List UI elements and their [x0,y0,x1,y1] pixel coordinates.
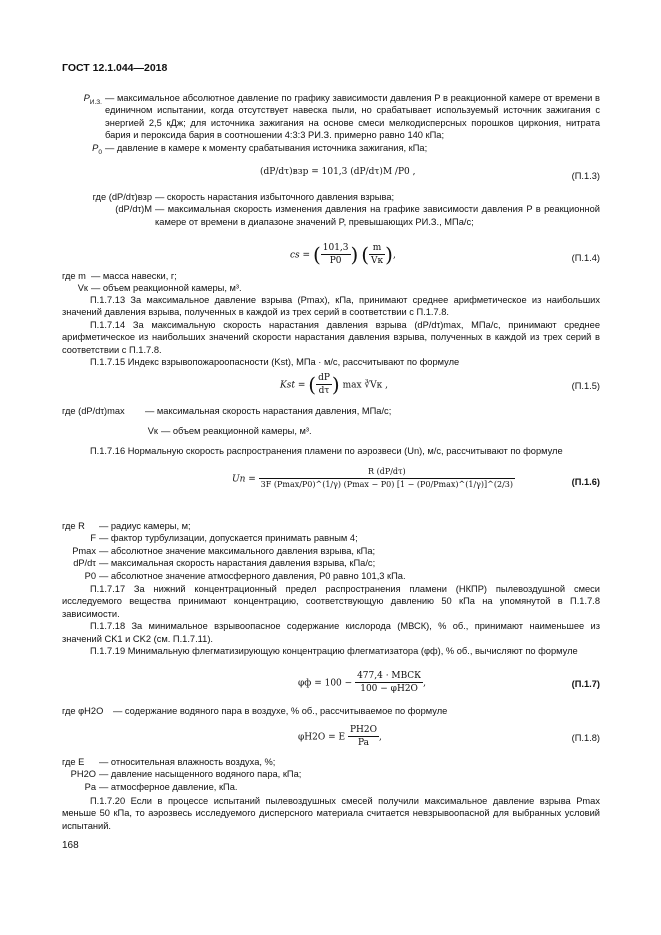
definition-text: — абсолютное значение атмосферного давления, P0 равно 101,3 кПа. [99,570,406,581]
formula-p13 [62,166,600,190]
term-symbol: где φH2O [62,706,104,716]
term-symbol: где (dP/dτ)max [62,406,125,416]
definition-item [62,781,600,793]
definitions-where-3 [62,405,600,438]
body-paragraphs-3 [62,583,600,657]
formula-p18: φH2O = E $\frac{PH2O}{Pa}$ , (П.1.8) [298,725,600,749]
paragraph-1-7-16: П.1.7.16 Нормальную скорость распространения пламени по аэрозвеси (Un), м/с, рассчитывают по формуле [90,446,563,456]
formula-p14: cs = ( $\frac{101,3}{P0}$ ) ( $\frac{m}{Vк}$ ), (П.1.4) [290,242,600,267]
paragraph-1-7-18: П.1.7.18 За минимальное взрывоопасное содержание кислорода (МВСК), % об., принимают наименьшее из значений CK1 и CK2 (см. П.1.7.11). [62,621,600,644]
term-symbol: Vк [147,426,158,437]
definition-item [62,768,600,780]
formula-lhs: φф = 100 − [298,678,353,689]
definition-item [62,425,600,437]
definitions-where-1 [62,191,600,228]
standard-header: ГОСТ 12.1.044—2018 [62,62,168,74]
term-symbol: где (dP/dτ)взр [92,192,152,202]
definition-item [62,191,600,203]
formula-number: (П.1.7) [571,679,600,689]
formula-number: (П.1.4) [571,253,600,263]
definition-item: $P_{И.З.}$ — максимальное абсолютное давление по графику зависимости давления P в реакционной камере от времени в единичном испытании, когда отсутствует навеска пыли, но срабатывает используемый источник зажигания с энергией 2,5 кДж; для источника зажигания на основе смеси мелкодисперсных порошков циркония, нитрата бария и пероксида бария в соотношении 4:3:3 PИ.З. примерно равно 140 кПа; [83,93,600,141]
term-symbol: Pa [84,781,96,792]
paragraph-1-7-14: П.1.7.14 За максимальную скорость нарастания давления взрыва (dP/dτ)max, МПа/с, принимают среднее арифметическое из наибольших значений скорости нарастания давления взрыва, полученных в каждой из трех серий в соответствии с П.1.7.8. [62,319,600,355]
definition-item [62,405,600,417]
term-symbol: dP/dτ [73,558,96,569]
definition-item [62,520,600,532]
body-paragraphs-1 [62,294,600,368]
formula-number: (П.1.6) [571,477,600,487]
formula-p16: Un = $\frac{R (dP/d\tau)}{3F (Pmax/P0)\^{}(1/\gamma) (Pmax - P0) [1 - (P0/Pmax)\^{}(1/\gamma)]\^{}(2/3)}$ (П.1.6) [232,467,600,490]
definition-text: — скорость нарастания избыточного давления взрыва; [155,192,395,202]
term-symbol: P0 [84,570,96,581]
definition-text: — радиус камеры, м; [99,521,191,531]
body-paragraphs-2 [62,445,600,457]
definitions-where-2 [62,270,600,295]
paragraph-1-7-19: П.1.7.19 Минимальную флегматизирующую концентрацию флегматизатора (φф), % об., вычисляют по формуле [90,646,578,657]
definition-text: — объем реакционной камеры, м³. [91,283,242,294]
formula-lhs: Un = [232,474,256,485]
formula-lhs: Kst = [280,380,306,391]
page-number: 168 [62,840,79,851]
definition-text: — максимальная скорость изменения давления на графике зависимости давления P в реакционной камере от времени в диапазоне значений P, превышающих PИ.З., МПа/с; [155,204,600,227]
definition-item [62,557,600,569]
paragraph-1-7-17: П.1.7.17 За нижний концентрационный предел распространения пламени (НКПР) пылевоздушной смеси исследуемого вещества принимают концентрацию, соответствующую давлению 50 кПа на упомянутой в П.1.7.8 зависимости. [62,584,600,619]
term-symbol: (dP/dτ)M [115,204,152,215]
body-paragraphs-4 [62,795,600,832]
definitions-where-6 [62,756,600,793]
definition-item [62,545,600,557]
paragraph-1-7-15: П.1.7.15 Индекс взрывопожароопасности (Kst), МПа · м/с, рассчитывают по формуле [90,357,460,368]
formula-lhs: cs = [290,250,311,261]
term-symbol: P [83,93,90,103]
term-symbol: P [92,142,99,153]
term-symbol: Vк [77,283,88,294]
term-symbol: F [90,533,96,544]
term-symbol: где m [62,271,86,281]
definition-text: — атмосферное давление, кПа. [99,781,238,792]
definition-text: — объем реакционной камеры, м³. [161,426,312,437]
definition-item [62,270,600,282]
formula-number: (П.1.5) [571,381,600,391]
definition-text: — относительная влажность воздуха, %; [99,757,276,767]
definition-item [62,282,600,294]
definition-text: — максимальное абсолютное давление по графику зависимости давления P в реакционной камере от времени в единичном испытании, когда отсутствует навеска пыли, но срабатывает используемый источник зажигания с энергией 2,5 кДж; для источника зажигания на основе смеси мелкодисперсных порошков циркония, нитрата бария и пероксида бария в соотношении 4:3:3 PИ.З. примерно равно 140 кПа; [105,93,600,141]
definition-item [62,532,600,544]
formula-p17: φф = 100 − $\frac{\text{477,4 · МВСК}}{100 - \varphi H2O}$ , (П.1.7) [298,671,600,695]
definition-item: $P_0$ — давление в камере к моменту срабатывания источника зажигания, кПа; [62,142,600,154]
term-symbol: Pmax [72,545,96,556]
definition-item [62,570,600,582]
definitions-where-4 [62,520,600,582]
definition-text: — давление в камере к моменту срабатывания источника зажигания, кПа; [105,142,428,153]
definition-text: — масса навески, г; [91,271,177,281]
definition-item [62,705,600,717]
term-symbol: где R [62,521,85,531]
definitions-top [62,92,600,154]
paragraph-1-7-20: П.1.7.20 Если в процессе испытаний пылевоздушных смесей получили максимальное давление взрыва Pmax меньше 50 кПа, то аэрозвесь исследуемого дисперсного материала считается невзрывоопасной для выбранных условий испытаний. [62,796,600,831]
definition-text: — максимальная скорость нарастания давления, МПа/с; [145,406,392,416]
definition-text: — фактор турбулизации, допускается принимать равным 4; [99,533,358,544]
definition-text: — содержание водяного пара в воздухе, % об., рассчитываемое по формуле [113,706,448,716]
definition-text: — давление насыщенного водяного пара, кПа; [99,769,302,780]
formula-lhs: φH2O = E [298,732,346,743]
definition-text: — максимальная скорость нарастания давления взрыва, кПа/с; [99,558,376,569]
formula-p15: Kst = ( $\frac{dP}{d\tau}$ ) max ∛Vк , (П.1.5) [280,372,600,397]
definition-item [62,203,600,228]
term-symbol: где E [62,757,85,767]
formula-number: (П.1.3) [571,171,600,181]
definition-item [62,756,600,768]
definition-text: — абсолютное значение максимального давления взрыва, кПа; [99,545,376,556]
formula-number: (П.1.8) [571,733,600,743]
paragraph-1-7-13: П.1.7.13 За максимальное давление взрыва (Pmax), кПа, принимают среднее арифметическое из наибольших значений давления взрыва, полученных в каждой из трех серий в соответствии с П.1.7.8. [62,295,600,318]
term-symbol: PH2O [70,769,96,780]
definitions-where-5 [62,705,600,717]
formula-expression: (dP/dτ)взр = 101,3 (dP/dτ)M /P0 , [260,167,416,177]
